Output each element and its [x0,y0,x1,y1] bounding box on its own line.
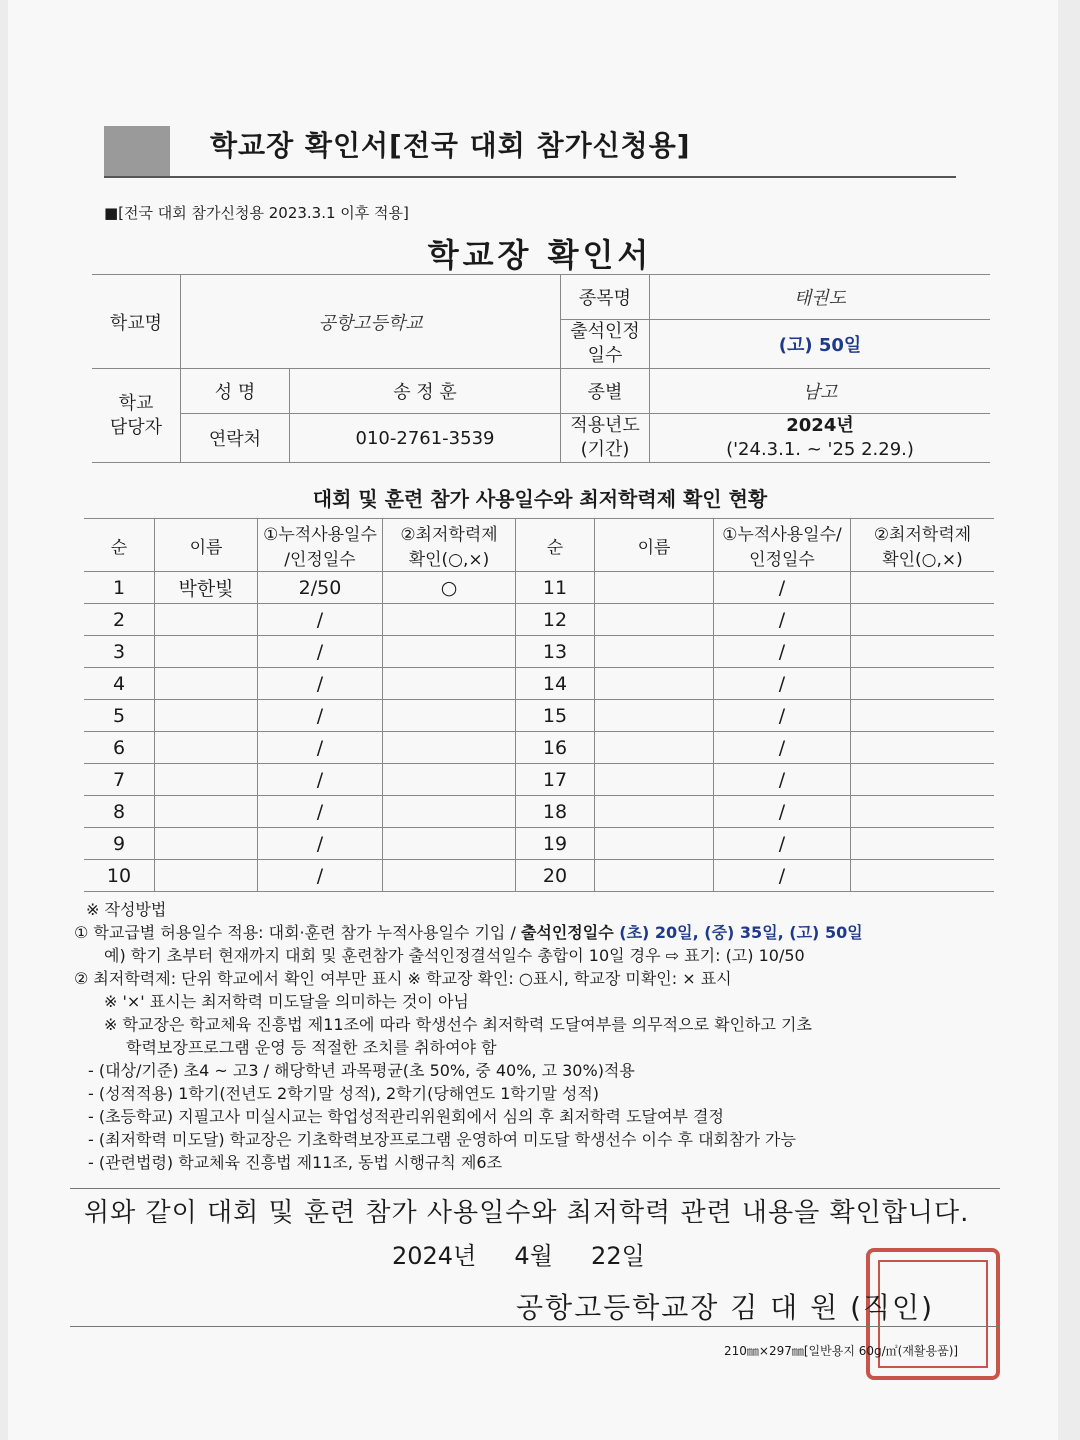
instruction-line: - (대상/기준) 초4 ~ 고3 / 해당학년 과목평균(초 50%, 중 40%, 고 30%)적용 [88,1061,635,1080]
row-days-2: / [714,636,851,668]
row-no-2: 17 [516,764,595,796]
row-no: 3 [84,636,155,668]
paper-spec: 210㎜×297㎜[일반용지 60g/㎡(재활용품)] [724,1344,959,1358]
row-check-2 [851,764,995,796]
table-row [84,636,994,668]
table-row [84,732,994,764]
header-check: ②최저학력제 확인(○,×) [383,519,516,572]
attendance-value: (고) 50일 [650,320,991,369]
row-no: 9 [84,828,155,860]
school-value: 공항고등학교 [181,275,561,369]
table-row [84,764,994,796]
row-no-2: 20 [516,860,595,892]
issue-date [392,1236,645,1271]
row-name-2 [595,668,714,700]
name-value: 송 정 훈 [290,369,561,414]
instruction-line: - (최저학력 미도달) 학교장은 기초학력보장프로그램 운영하여 미도달 학생선수 이수 후 대회참가 가능 [88,1130,796,1149]
row-no: 10 [84,860,155,892]
row-name-2 [595,860,714,892]
attendance-days-emphasis: 출석인정일수 [520,923,620,942]
year-value: 2024년 [786,415,854,436]
header-name: 이름 [155,519,258,572]
row-days: / [258,636,383,668]
row-check-2 [851,636,995,668]
row-no-2: 11 [516,572,595,604]
header-no: 순 [84,519,155,572]
row-no: 2 [84,604,155,636]
row-no: 6 [84,732,155,764]
gender-label: 종별 [561,369,650,414]
applicability-note: ■[전국 대회 참가신청용 2023.3.1 이후 적용] [104,204,409,222]
row-days: / [258,700,383,732]
row-no: 8 [84,796,155,828]
name-label: 성 명 [181,369,290,414]
row-name-2 [595,764,714,796]
row-check-2 [851,700,995,732]
gender-value: 남고 [650,369,991,414]
table-row [84,604,994,636]
row-check: ○ [383,572,516,604]
table-row [84,796,994,828]
year-cell [650,414,991,463]
period-value: ('24.3.1. ~ '25 2.29.) [726,439,914,460]
row-name [155,668,258,700]
date-day: 22일 [591,1242,645,1270]
row-name-2 [595,636,714,668]
row-name: 박한빛 [155,572,258,604]
header-name-2: 이름 [595,519,714,572]
header-title: 학교장 확인서[전국 대회 참가신청용] [210,129,691,162]
row-check [383,636,516,668]
row-no: 7 [84,764,155,796]
row-check-2 [851,828,995,860]
divider [70,1326,1000,1327]
row-name [155,860,258,892]
principal-signature: 공항고등학교장 김 대 원 (직인) [516,1291,935,1324]
row-days: / [258,604,383,636]
row-days: / [258,764,383,796]
document-title: 학교장 확인서 [427,236,653,274]
instructions-heading: ※ 작성방법 [86,900,167,919]
row-check-2 [851,860,995,892]
instruction-line: ② 최저학력제: 단위 학교에서 확인 여부만 표시 ※ 학교장 확인: ○표시, 학교장 미확인: × 표시 [74,969,732,988]
row-days: / [258,668,383,700]
instruction-line: - (성적적용) 1학기(전년도 2학기말 성적), 2학기(당해연도 1학기말 성적) [88,1084,600,1103]
row-check-2 [851,732,995,764]
row-name-2 [595,572,714,604]
row-check [383,860,516,892]
row-days: 2/50 [258,572,383,604]
confirmation-text: 위와 같이 대회 및 훈련 참가 사용일수와 최저학력 관련 내용을 확인합니다. [84,1198,970,1228]
row-check-2 [851,796,995,828]
instruction-line: 학력보장프로그램 운영 등 적절한 조치를 취하여야 함 [126,1038,497,1057]
row-days-2: / [714,764,851,796]
row-no-2: 13 [516,636,595,668]
row-name [155,732,258,764]
row-check [383,828,516,860]
row-name-2 [595,604,714,636]
instruction-line [74,921,1004,944]
section-title: 대회 및 훈련 참가 사용일수와 최저학력제 확인 현황 [312,487,768,511]
phone-value: 010-2761-3539 [290,414,561,463]
date-month: 4월 [514,1242,553,1270]
row-name [155,700,258,732]
contact-person-label: 학교 담당자 [92,369,181,463]
attendance-label: 출석인정 일수 [561,320,650,369]
row-days-2: / [714,572,851,604]
row-no-2: 16 [516,732,595,764]
phone-label: 연락처 [181,414,290,463]
sport-label: 종목명 [561,275,650,320]
divider [70,1188,1000,1189]
row-check [383,796,516,828]
instruction-text: ① 학교급별 허용일수 적용: 대회·훈련 참가 누적사용일수 기입 / [74,923,521,942]
participation-table [84,518,994,892]
row-days: / [258,860,383,892]
row-name [155,796,258,828]
row-name-2 [595,732,714,764]
row-no-2: 15 [516,700,595,732]
info-table [92,274,990,463]
row-check [383,732,516,764]
row-name-2 [595,700,714,732]
instruction-line: - (초등학교) 지필고사 미실시교는 학업성적관리위원회에서 심의 후 최저학력 도달여부 결정 [88,1107,724,1126]
date-year: 2024년 [392,1242,477,1270]
header-days: ①누적사용일수 /인정일수 [258,519,383,572]
row-name [155,604,258,636]
row-no-2: 14 [516,668,595,700]
row-days-2: / [714,860,851,892]
row-check-2 [851,572,995,604]
row-no-2: 18 [516,796,595,828]
row-days: / [258,796,383,828]
row-name-2 [595,828,714,860]
row-check [383,700,516,732]
row-days-2: / [714,828,851,860]
row-days-2: / [714,604,851,636]
table-row [84,860,994,892]
row-check [383,764,516,796]
row-no: 4 [84,668,155,700]
row-days-2: / [714,668,851,700]
row-days: / [258,732,383,764]
row-days-2: / [714,796,851,828]
row-check-2 [851,668,995,700]
row-no: 5 [84,700,155,732]
instruction-line: ※ 학교장은 학교체육 진흥법 제11조에 따라 학생선수 최저학력 도달여부를 의무적으로 확인하고 기초 [104,1015,812,1034]
row-check [383,604,516,636]
table-row [84,828,994,860]
instruction-line: ※ '×' 표시는 최저학력 미도달을 의미하는 것이 아님 [104,992,469,1011]
year-label: 적용년도 (기간) [561,414,650,463]
row-name [155,828,258,860]
school-label: 학교명 [92,275,181,369]
table-row [84,572,994,604]
row-no: 1 [84,572,155,604]
row-no-2: 12 [516,604,595,636]
row-check [383,668,516,700]
instructions [74,898,1004,1174]
table-row [84,668,994,700]
sport-value: 태권도 [650,275,991,320]
row-days: / [258,828,383,860]
row-no-2: 19 [516,828,595,860]
row-check-2 [851,604,995,636]
header-check-2: ②최저학력제 확인(○,×) [851,519,995,572]
header-days-2: ①누적사용일수/ 인정일수 [714,519,851,572]
row-days-2: / [714,700,851,732]
row-name [155,764,258,796]
header-no-2: 순 [516,519,595,572]
instruction-line: 예) 학기 초부터 현재까지 대회 및 훈련참가 출석인정결석일수 총합이 10일 경우 ⇨ 표기: (고) 10/50 [104,946,805,965]
row-name [155,636,258,668]
row-days-2: / [714,732,851,764]
row-name-2 [595,796,714,828]
header-decoration [104,126,170,176]
header-divider [104,176,956,178]
allowed-days: (초) 20일, (중) 35일, (고) 50일 [619,923,863,942]
instruction-line: - (관련법령) 학교체육 진흥법 제11조, 동법 시행규칙 제6조 [88,1153,503,1172]
table-row [84,700,994,732]
